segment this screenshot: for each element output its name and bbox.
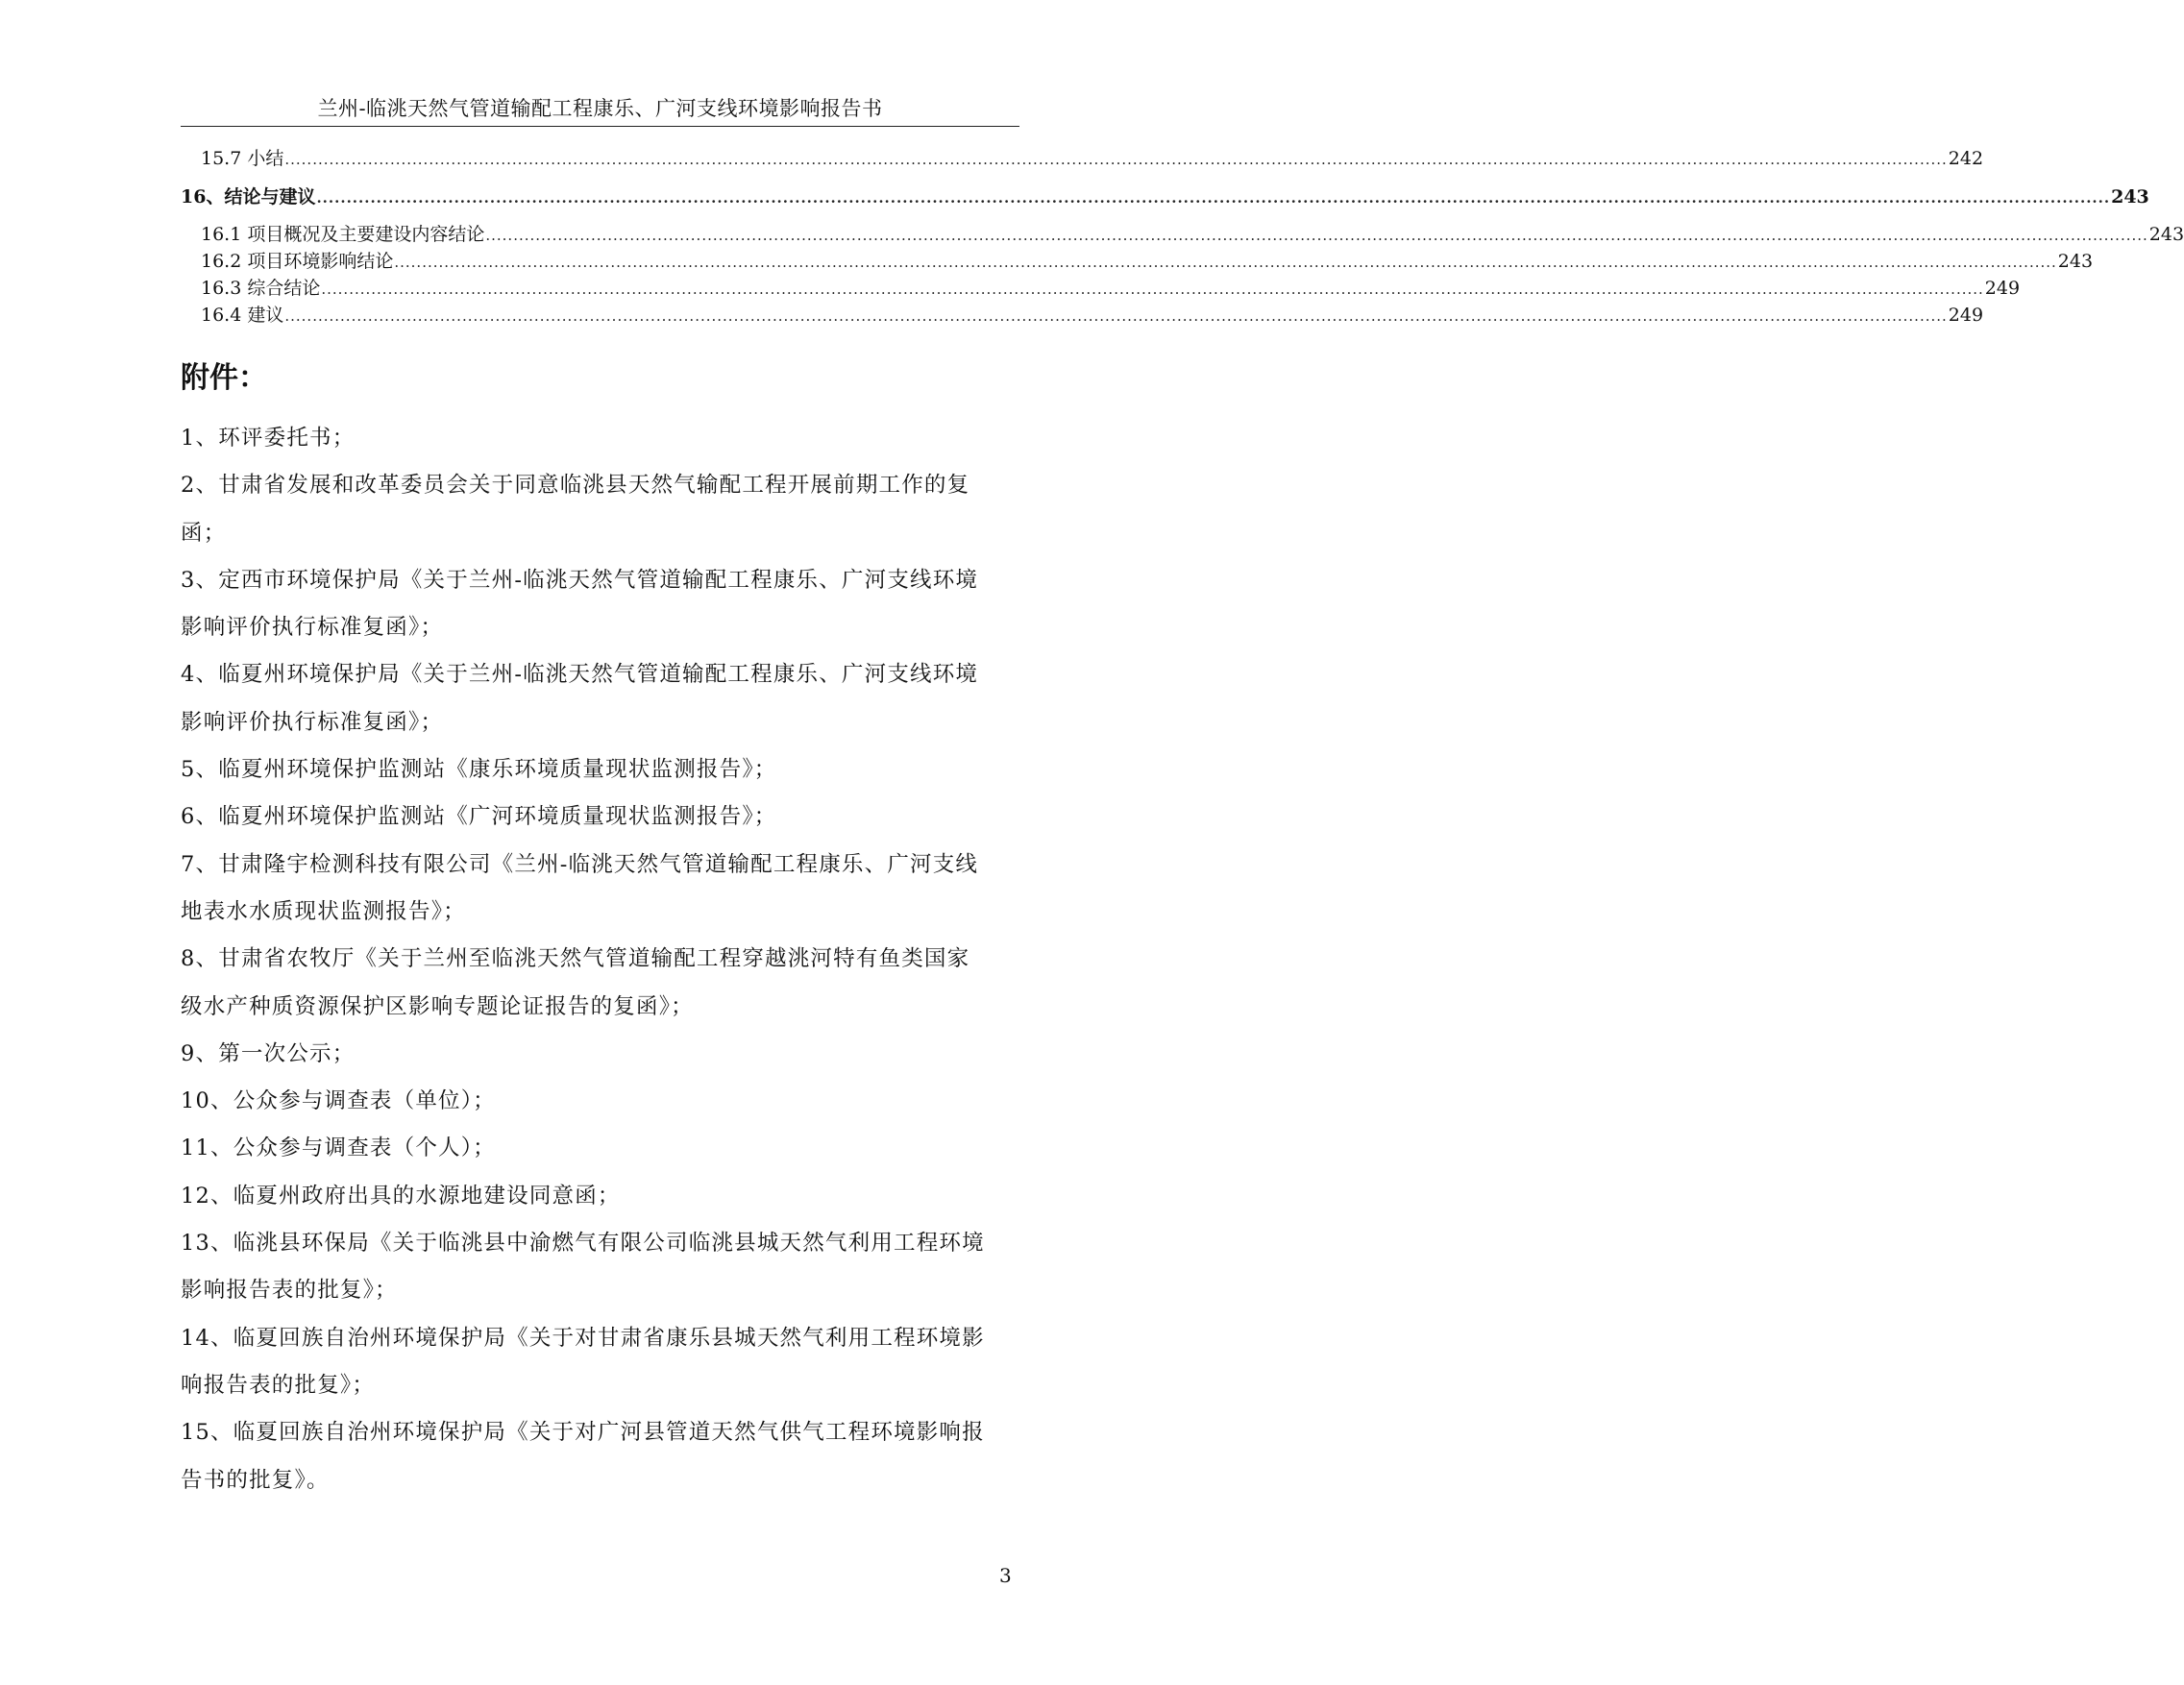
attachment-line: 15、临夏回族自治州环境保护局《关于对广河县管道天然气供气工程环境影响报 — [181, 1420, 985, 1446]
toc-entry-page: 243 — [2111, 186, 2149, 208]
toc-leader-dots: ............................................................................................................................................................................................................................................................................................................ — [394, 254, 2057, 271]
toc-entry[interactable] — [181, 301, 1984, 328]
attachment-line: 级水产种质资源保护区影响专题论证报告的复函》； — [181, 993, 694, 1019]
toc-entry-page: 243 — [2057, 251, 2094, 272]
header-rule — [181, 126, 1019, 127]
toc-leader-dots: ............................................................................................................................................................................................................................................................................................................ — [284, 151, 1948, 168]
toc-entry[interactable] — [181, 247, 2094, 274]
toc-leader-dots: ............................................................................................................................................................................................................................................................................................................ — [485, 227, 2148, 244]
attachment-line: 地表水水质现状监测报告》； — [181, 898, 466, 924]
toc-entry-label: 15.7 小结 — [201, 148, 284, 169]
running-header: 兰州-临洮天然气管道输配工程康乐、广河支线环境影响报告书 — [317, 97, 883, 120]
attachment-line: 8、甘肃省农牧厅《关于兰州至临洮天然气管道输配工程穿越洮河特有鱼类国家 — [181, 946, 970, 972]
toc-entry-page: 242 — [1948, 148, 1984, 169]
attachment-line: 影响评价执行标准复函》； — [181, 709, 444, 735]
toc-entry[interactable] — [181, 144, 1984, 171]
attachment-line: 7、甘肃隆宇检测科技有限公司《兰州-临洮天然气管道输配工程康乐、广河支线 — [181, 851, 979, 877]
toc-leader-dots: ............................................................................................................................................................................................................................................................................................................ — [321, 281, 1984, 298]
attachment-line: 14、临夏回族自治州环境保护局《关于对甘肃省康乐县城天然气利用工程环境影 — [181, 1325, 985, 1351]
toc-entry-label: 16.3 综合结论 — [201, 278, 321, 299]
attachment-line: 5、临夏州环境保护监测站《康乐环境质量现状监测报告》； — [181, 757, 777, 783]
attachment-line: 1、环评委托书； — [181, 426, 356, 451]
attachment-line: 响报告表的批复》； — [181, 1372, 376, 1398]
attachment-line: 10、公众参与调查表（单位）； — [181, 1088, 496, 1114]
page-number: 3 — [999, 1564, 1012, 1587]
attachment-line: 6、临夏州环境保护监测站《广河环境质量现状监测报告》； — [181, 804, 777, 830]
attachment-line: 13、临洮县环保局《关于临洮县中渝燃气有限公司临洮县城天然气利用工程环境 — [181, 1231, 985, 1257]
table-of-contents — [181, 144, 2184, 328]
attachment-line: 11、公众参与调查表（个人）； — [181, 1136, 496, 1161]
toc-chapter-entry[interactable] — [181, 183, 2149, 211]
toc-entry[interactable] — [181, 220, 2184, 247]
toc-entry-label: 16、结论与建议 — [181, 186, 316, 208]
attachment-line: 函； — [181, 520, 227, 546]
attachment-line: 9、第一次公示； — [181, 1040, 356, 1066]
toc-leader-dots: ............................................................................................................................................................................................................................................................................................................ — [284, 307, 1948, 325]
toc-entry-label: 16.1 项目概况及主要建设内容结论 — [201, 224, 485, 245]
attachment-line: 影响报告表的批复》； — [181, 1278, 398, 1304]
attachments-heading: 附件： — [181, 361, 267, 395]
toc-leader-dots: ............................................................................................................................................................................................................................................................................................................ — [316, 189, 2111, 207]
toc-entry-label: 16.4 建议 — [201, 305, 284, 326]
toc-entry[interactable] — [181, 274, 2021, 301]
attachments-list — [181, 415, 1013, 1504]
attachment-line: 2、甘肃省发展和改革委员会关于同意临洮县天然气输配工程开展前期工作的复 — [181, 473, 970, 499]
attachment-line: 影响评价执行标准复函》； — [181, 615, 444, 641]
toc-entry-page: 249 — [1948, 305, 1984, 326]
toc-entry-page: 249 — [1984, 278, 2021, 299]
attachment-line: 12、临夏州政府出具的水源地建设同意函； — [181, 1183, 621, 1209]
toc-entry-page: 243 — [2148, 224, 2184, 245]
attachment-line: 4、临夏州环境保护局《关于兰州-临洮天然气管道输配工程康乐、广河支线环境 — [181, 662, 979, 688]
attachment-line: 3、定西市环境保护局《关于兰州-临洮天然气管道输配工程康乐、广河支线环境 — [181, 567, 979, 593]
toc-entry-label: 16.2 项目环境影响结论 — [201, 251, 394, 272]
attachment-line: 告书的批复》。 — [181, 1467, 330, 1493]
